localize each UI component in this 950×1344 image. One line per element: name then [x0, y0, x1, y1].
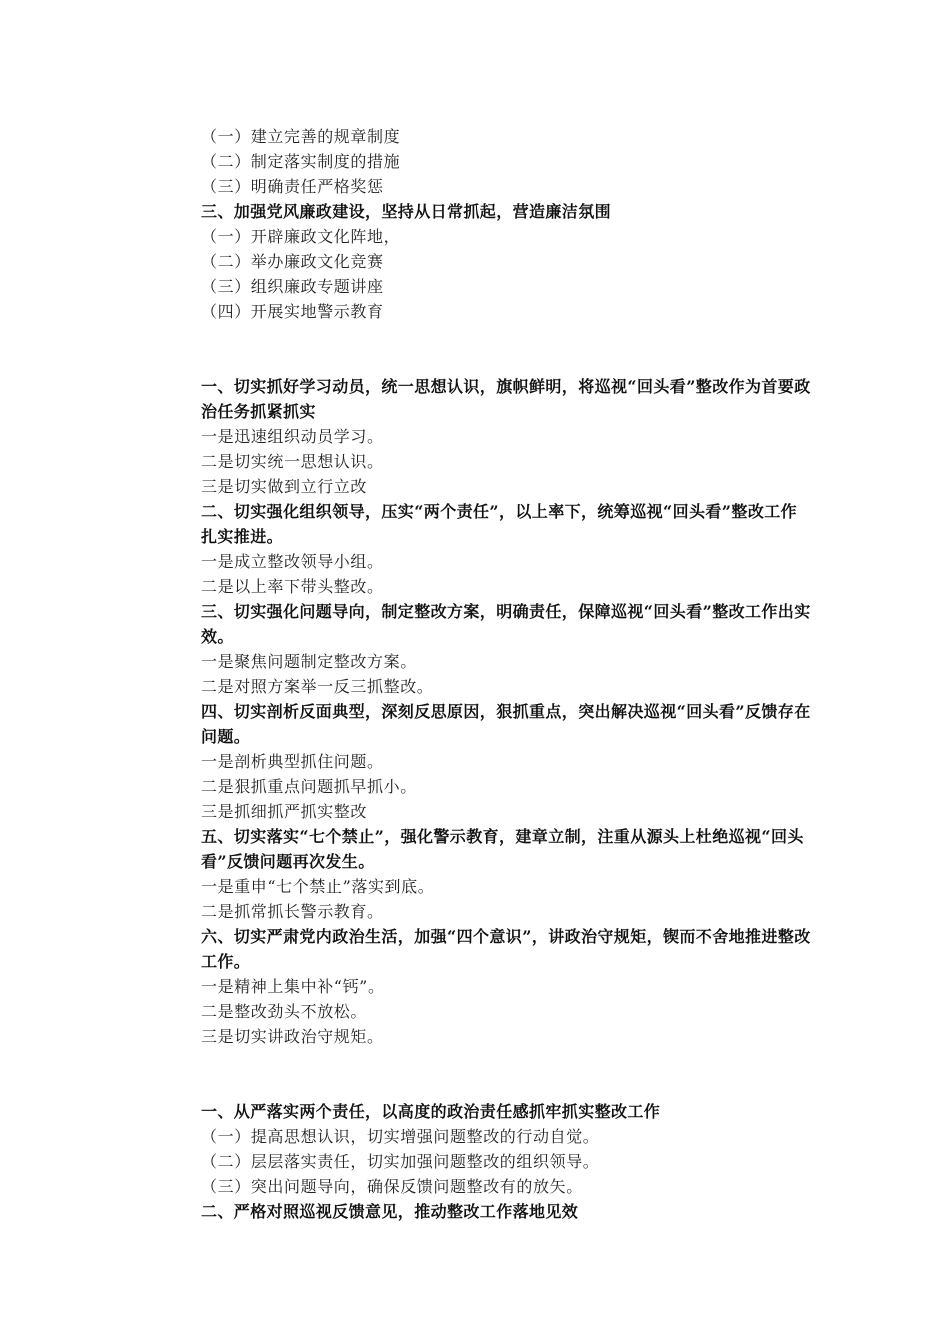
section-heading: 五、切实落实“七个禁止”，强化警示教育，建章立制，注重从源头上杜绝巡视“回头看”反馈问题再次发生。 — [201, 827, 804, 871]
list-item: 一是聚焦问题制定整改方案。 — [201, 652, 417, 671]
list-item: 二是整改劲头不放松。 — [201, 1002, 368, 1021]
list-item: 一是成立整改领导小组。 — [201, 552, 384, 571]
section-heading: 三、切实强化问题导向，制定整改方案，明确责任，保障巡视“回头看”整改工作出实效。 — [201, 602, 811, 646]
spacer — [201, 1049, 813, 1099]
document-page — [201, 124, 813, 1224]
section-b — [201, 374, 813, 1049]
section-heading: 四、切实剖析反面典型，深刻反思原因，狠抓重点，突出解决巡视“回头看”反馈存在问题。 — [201, 702, 811, 746]
list-item: （二）举办廉政文化竞赛 — [201, 252, 384, 271]
list-item: 二是狠抓重点问题抓早抓小。 — [201, 777, 417, 796]
section-heading: 二、切实强化组织领导，压实“两个责任”，以上率下，统筹巡视“回头看”整改工作扎实推进。 — [201, 502, 798, 546]
list-item: （三）明确责任严格奖惩 — [201, 177, 384, 196]
section-heading: 一、从严落实两个责任，以高度的政治责任感抓牢抓实整改工作 — [201, 1102, 661, 1121]
list-item: （三）组织廉政专题讲座 — [201, 277, 384, 296]
section-c — [201, 1099, 813, 1224]
list-item: （一）开辟廉政文化阵地， — [201, 227, 401, 246]
list-item: （二）层层落实责任，切实加强问题整改的组织领导。 — [201, 1152, 600, 1171]
list-item: 一是迅速组织动员学习。 — [201, 427, 384, 446]
section-heading: 三、加强党风廉政建设，坚持从日常抓起，营造廉洁氛围 — [201, 202, 612, 221]
list-item: 一是重申“七个禁止”落实到底。 — [201, 877, 435, 896]
list-item: （二）制定落实制度的措施 — [201, 152, 401, 171]
list-item: 二是切实统一思想认识。 — [201, 452, 384, 471]
section-heading: 六、切实严肃党内政治生活，加强“四个意识”，讲政治守规矩，锲而不舍地推进整改工作。 — [201, 927, 811, 971]
list-item: 三是切实做到立行立改 — [201, 477, 368, 496]
list-item: （四）开展实地警示教育 — [201, 302, 384, 321]
list-item: 三是抓细抓严抓实整改 — [201, 802, 368, 821]
list-item: 一是精神上集中补“钙”。 — [201, 977, 385, 996]
section-a — [201, 124, 813, 324]
list-item: （一）提高思想认识，切实增强问题整改的行动自觉。 — [201, 1127, 600, 1146]
list-item: 二是抓常抓长警示教育。 — [201, 902, 384, 921]
list-item: （一）建立完善的规章制度 — [201, 127, 401, 146]
list-item: 三是切实讲政治守规矩。 — [201, 1027, 384, 1046]
section-heading: 二、严格对照巡视反馈意见，推动整改工作落地见效 — [201, 1202, 579, 1221]
list-item: （三）突出问题导向，确保反馈问题整改有的放矢。 — [201, 1177, 583, 1196]
list-item: 二是以上率下带头整改。 — [201, 577, 384, 596]
section-heading: 一、切实抓好学习动员，统一思想认识，旗帜鲜明，将巡视“回头看”整改作为首要政治任务抓紧抓实 — [201, 377, 811, 421]
spacer — [201, 324, 813, 374]
list-item: 一是剖析典型抓住问题。 — [201, 752, 384, 771]
list-item: 二是对照方案举一反三抓整改。 — [201, 677, 434, 696]
